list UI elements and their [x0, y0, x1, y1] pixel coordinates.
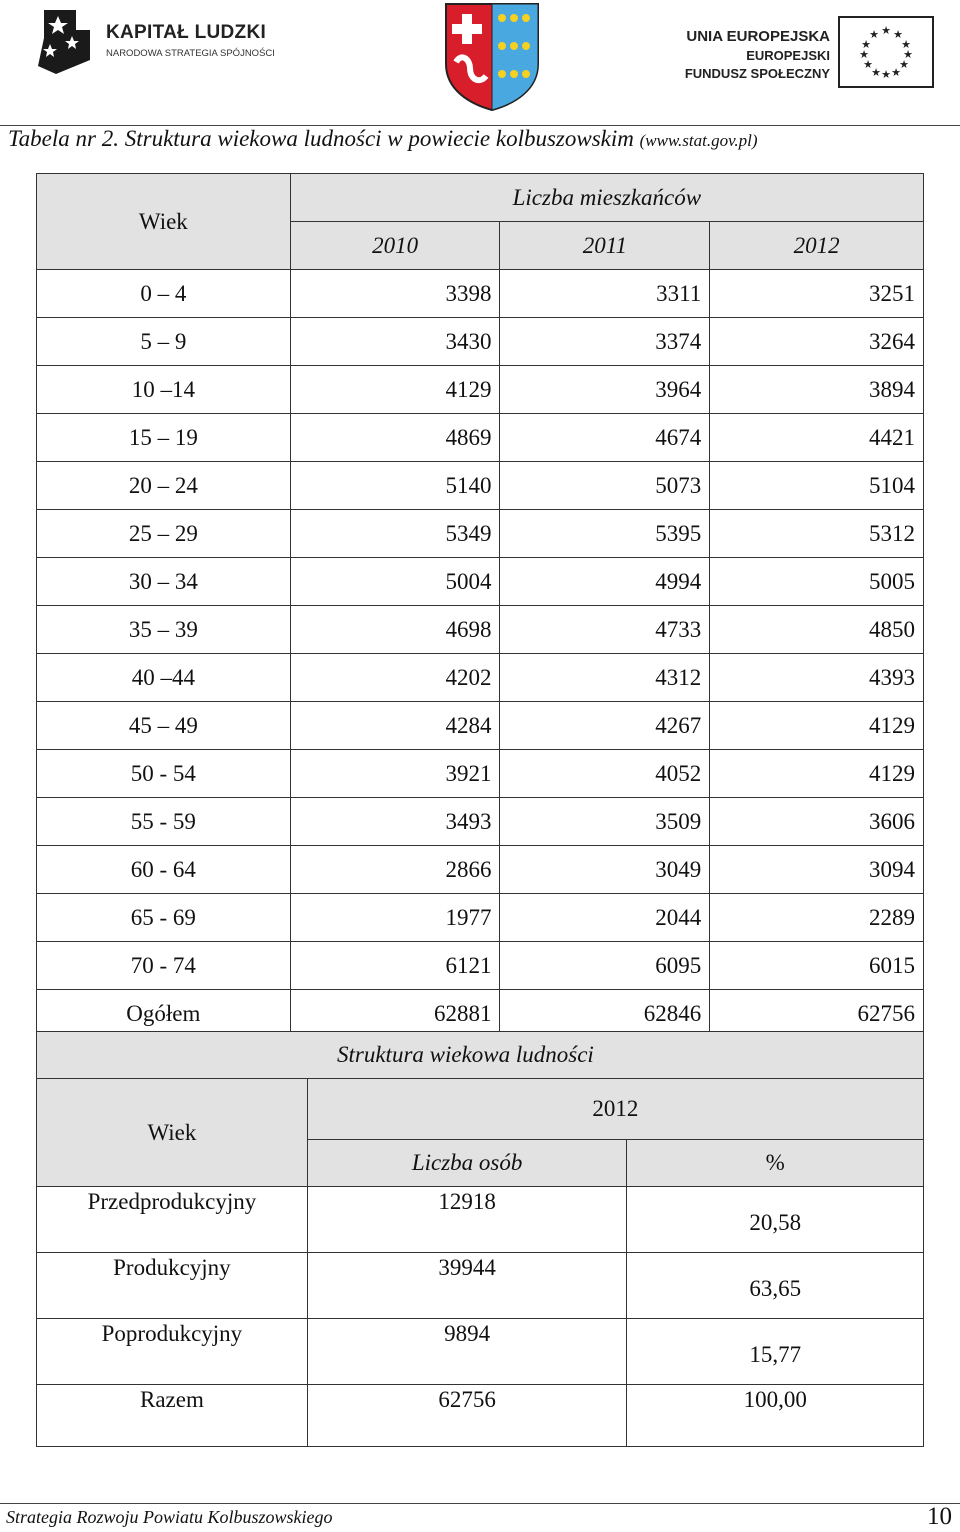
value-cell: 4674: [500, 414, 710, 462]
value-cell: 4267: [500, 702, 710, 750]
value-cell: 6121: [290, 942, 500, 990]
table2-pct-cell: 20,58: [627, 1187, 924, 1253]
header-year: 2010: [290, 222, 500, 270]
table-header-row: [37, 174, 924, 222]
value-cell: 3894: [710, 366, 924, 414]
value-cell: 4393: [710, 654, 924, 702]
age-group-cell: 30 – 34: [37, 558, 291, 606]
coat-of-arms-icon: [444, 2, 540, 112]
value-cell: 3606: [710, 798, 924, 846]
svg-text:★: ★: [893, 28, 903, 41]
eu-line2: EUROPEJSKI: [746, 48, 830, 63]
value-cell: 3493: [290, 798, 500, 846]
table2-count-cell: 39944: [307, 1253, 627, 1319]
age-group-cell: 10 –14: [37, 366, 291, 414]
value-cell: 5349: [290, 510, 500, 558]
header-year: 2012: [710, 222, 924, 270]
table-row: [37, 942, 924, 990]
table2-row: [37, 1385, 924, 1447]
value-cell: 4698: [290, 606, 500, 654]
table-row: [37, 510, 924, 558]
value-cell: 3921: [290, 750, 500, 798]
value-cell: 62881: [290, 990, 500, 1038]
table-row: [37, 750, 924, 798]
value-cell: 4421: [710, 414, 924, 462]
svg-text:★: ★: [903, 48, 913, 61]
table2-header-pct: %: [627, 1140, 924, 1187]
value-cell: 4129: [710, 702, 924, 750]
value-cell: 4312: [500, 654, 710, 702]
table-row: [37, 798, 924, 846]
value-cell: 5104: [710, 462, 924, 510]
kapital-ludzki-emblem-icon: [36, 8, 98, 76]
table2-title-row: [37, 1032, 924, 1079]
value-cell: 5073: [500, 462, 710, 510]
svg-text:★: ★: [863, 58, 873, 71]
table-row: [37, 366, 924, 414]
value-cell: 3964: [500, 366, 710, 414]
table2-count-cell: 9894: [307, 1319, 627, 1385]
age-group-cell: 5 – 9: [37, 318, 291, 366]
age-group-cell: 35 – 39: [37, 606, 291, 654]
table2-row: [37, 1319, 924, 1385]
table-row: [37, 318, 924, 366]
table2-row: [37, 1187, 924, 1253]
svg-text:★: ★: [891, 66, 901, 79]
table2-title: Struktura wiekowa ludności: [37, 1032, 924, 1079]
table-row: [37, 558, 924, 606]
header-liczba-mieszkancow: Liczba mieszkańców: [290, 174, 923, 222]
age-group-cell: 55 - 59: [37, 798, 291, 846]
powiat-crest: [444, 2, 540, 116]
table2-label-cell: Poprodukcyjny: [37, 1319, 308, 1385]
value-cell: 5312: [710, 510, 924, 558]
value-cell: 4052: [500, 750, 710, 798]
table-row: [37, 894, 924, 942]
table2-row: [37, 1253, 924, 1319]
value-cell: 2866: [290, 846, 500, 894]
svg-text:★: ★: [899, 58, 909, 71]
value-cell: 3430: [290, 318, 500, 366]
table2-header-count: Liczba osób: [307, 1140, 627, 1187]
value-cell: 3509: [500, 798, 710, 846]
kapital-ludzki-title: KAPITAŁ LUDZKI: [106, 22, 267, 43]
table2-pct-cell: 15,77: [627, 1319, 924, 1385]
kapital-ludzki-logo: [36, 8, 276, 78]
age-group-cell: 40 –44: [37, 654, 291, 702]
value-cell: 4202: [290, 654, 500, 702]
table-row: [37, 270, 924, 318]
value-cell: 4129: [710, 750, 924, 798]
age-group-table: [36, 1031, 924, 1447]
value-cell: 3398: [290, 270, 500, 318]
kapital-ludzki-subtitle: NARODOWA STRATEGIA SPÓJNOŚCI: [106, 48, 275, 59]
value-cell: 4994: [500, 558, 710, 606]
footer-title: Strategia Rozwoju Powiatu Kolbuszowskiego: [6, 1507, 333, 1527]
table-row: [37, 702, 924, 750]
value-cell: 62846: [500, 990, 710, 1038]
value-cell: 2289: [710, 894, 924, 942]
table2-label-cell: Produkcyjny: [37, 1253, 308, 1319]
svg-text:★: ★: [881, 24, 891, 37]
age-group-cell: 65 - 69: [37, 894, 291, 942]
value-cell: 3094: [710, 846, 924, 894]
header-logos: [0, 0, 960, 125]
eu-logo: [684, 16, 940, 96]
value-cell: 62756: [710, 990, 924, 1038]
value-cell: 3374: [500, 318, 710, 366]
value-cell: 5005: [710, 558, 924, 606]
svg-text:★: ★: [869, 28, 879, 41]
table-row: [37, 606, 924, 654]
value-cell: 2044: [500, 894, 710, 942]
table-body: [37, 270, 924, 1038]
table2-pct-cell: 63,65: [627, 1253, 924, 1319]
page-number: 10: [927, 1503, 952, 1530]
eu-line1: UNIA EUROPEJSKA: [686, 28, 830, 45]
value-cell: 5395: [500, 510, 710, 558]
value-cell: 3049: [500, 846, 710, 894]
age-group-cell: Ogółem: [37, 990, 291, 1038]
table-caption: [8, 126, 758, 152]
header-year: 2011: [500, 222, 710, 270]
age-group-cell: 50 - 54: [37, 750, 291, 798]
table-row: [37, 846, 924, 894]
table2-count-cell: 62756: [307, 1385, 627, 1447]
table2-label-cell: Przedprodukcyjny: [37, 1187, 308, 1253]
svg-text:★: ★: [881, 68, 891, 81]
value-cell: 3311: [500, 270, 710, 318]
age-group-cell: 15 – 19: [37, 414, 291, 462]
value-cell: 6095: [500, 942, 710, 990]
header-wiek: Wiek: [37, 174, 291, 270]
svg-text:★: ★: [861, 38, 871, 51]
age-group-cell: 70 - 74: [37, 942, 291, 990]
table-row: [37, 654, 924, 702]
value-cell: 6015: [710, 942, 924, 990]
eu-line3: FUNDUSZ SPOŁECZNY: [684, 66, 830, 81]
svg-text:★: ★: [859, 48, 869, 61]
age-group-cell: 0 – 4: [37, 270, 291, 318]
value-cell: 4869: [290, 414, 500, 462]
age-group-cell: 60 - 64: [37, 846, 291, 894]
svg-text:★: ★: [871, 66, 881, 79]
value-cell: 4129: [290, 366, 500, 414]
age-structure-table: [36, 173, 924, 1038]
table2-header-wiek: Wiek: [37, 1079, 308, 1187]
caption-text: Tabela nr 2. Struktura wiekowa ludności w powiecie kolbuszowskim: [8, 126, 640, 151]
eu-flag-icon: [838, 16, 934, 88]
value-cell: 3251: [710, 270, 924, 318]
value-cell: 1977: [290, 894, 500, 942]
value-cell: 4850: [710, 606, 924, 654]
value-cell: 5140: [290, 462, 500, 510]
value-cell: 3264: [710, 318, 924, 366]
footer-rule: [0, 1503, 960, 1504]
table-row: [37, 414, 924, 462]
table2-label-cell: Razem: [37, 1385, 308, 1447]
value-cell: 4733: [500, 606, 710, 654]
caption-source: (www.stat.gov.pl): [639, 131, 758, 150]
svg-text:★: ★: [901, 38, 911, 51]
table2-count-cell: 12918: [307, 1187, 627, 1253]
age-group-cell: 20 – 24: [37, 462, 291, 510]
table2-body: [37, 1187, 924, 1447]
age-group-cell: 45 – 49: [37, 702, 291, 750]
value-cell: 4284: [290, 702, 500, 750]
value-cell: 5004: [290, 558, 500, 606]
table2-pct-cell: 100,00: [627, 1385, 924, 1447]
table-row: [37, 462, 924, 510]
table2-year-row: [37, 1079, 924, 1140]
table2-header-year: 2012: [307, 1079, 923, 1140]
age-group-cell: 25 – 29: [37, 510, 291, 558]
